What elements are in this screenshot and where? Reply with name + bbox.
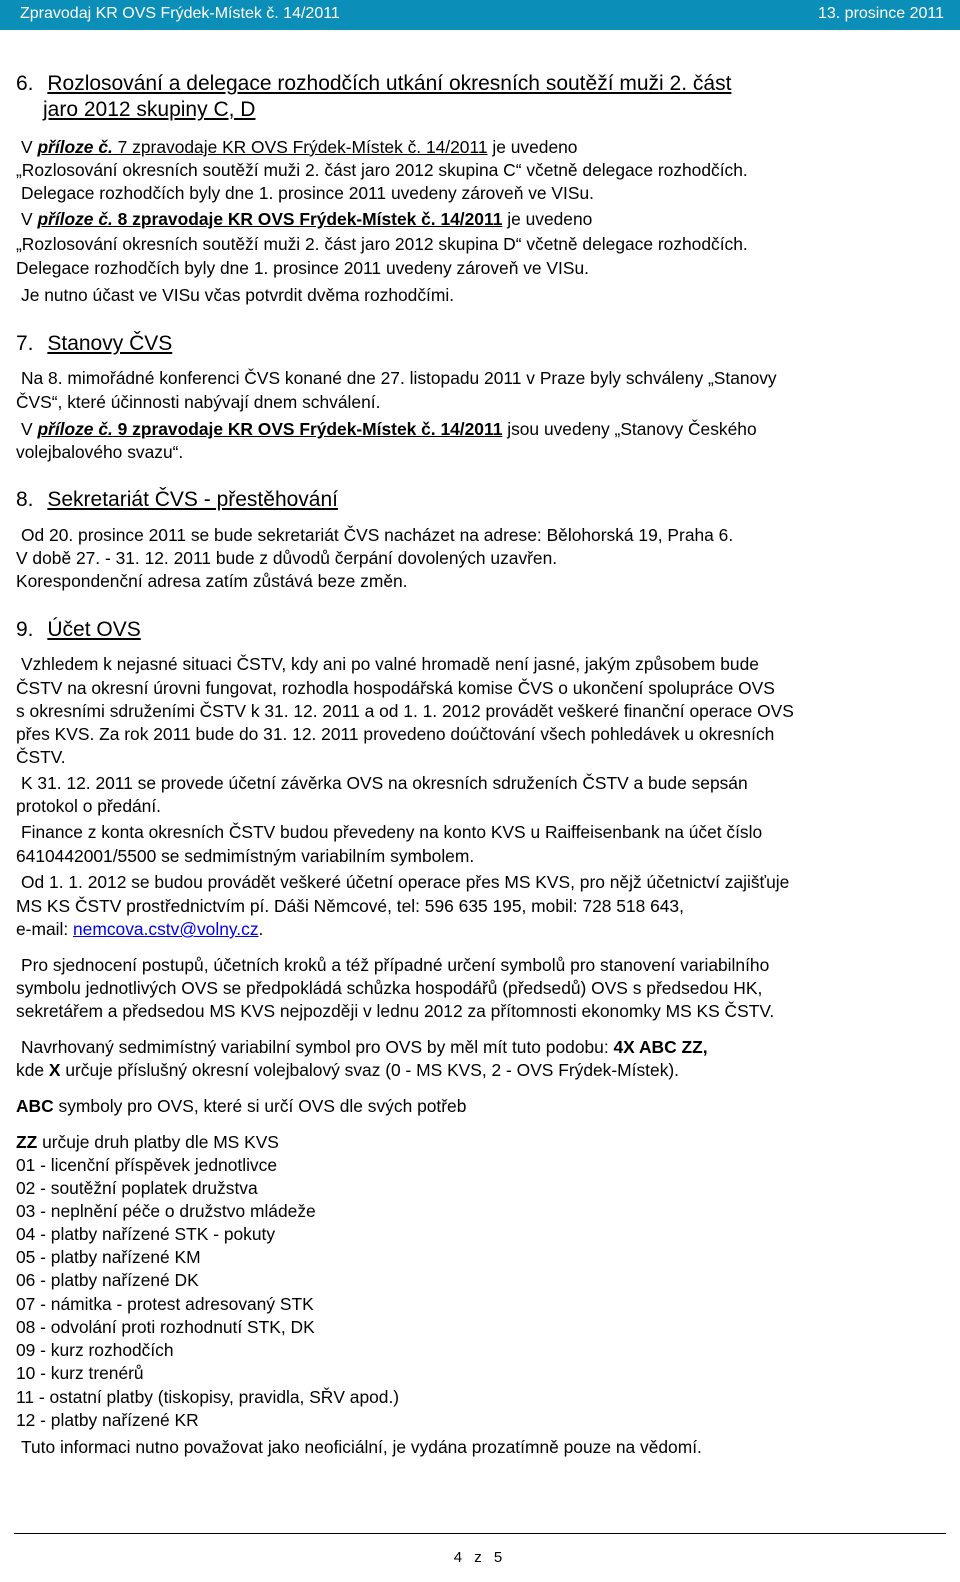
section-6-number: 6. bbox=[16, 72, 34, 95]
text: jsou uvedeny „Stanovy Českého bbox=[502, 419, 757, 439]
section-6-title-line2 bbox=[43, 97, 255, 123]
section-9-p1-line: ČSTV na okresní úrovni fungovat, rozhodla hospodářská komise ČVS o ukončení spolupráce OVS bbox=[16, 678, 775, 698]
section-6-p3: Je nutno účast ve VISu včas potvrdit dvěma rozhodčími. bbox=[21, 285, 455, 305]
section-7-title: Stanovy ČVS bbox=[47, 332, 173, 355]
symbol-abc: ABC bbox=[16, 1096, 54, 1116]
section-9-p6-line1 bbox=[21, 1036, 708, 1059]
section-9-zz-line bbox=[16, 1131, 279, 1154]
ref-text: 8 zpravodaje KR OVS Frýdek-Místek č. 14/2011 bbox=[112, 209, 503, 229]
section-9-p6-line2 bbox=[16, 1059, 679, 1082]
section-9-p5-line: Pro sjednocení postupů, účetních kroků a též případné určení symbolů pro stanovení variabilního bbox=[21, 955, 770, 975]
text: V bbox=[21, 419, 38, 439]
section-9-p1-line: přes KVS. Za rok 2011 bude do 31. 12. 2011 provedeno doúčtování všech pohledávek u okresních bbox=[16, 724, 775, 744]
section-6-p2-line3: Delegace rozhodčích byly dne 1. prosince 2011 uvedeny zároveň ve VISu. bbox=[16, 258, 589, 278]
list-item: 03 - neplnění péče o družstvo mládeže bbox=[16, 1201, 316, 1221]
section-9-p2-line: K 31. 12. 2011 se provede účetní závěrka OVS na okresních sdruženích ČSTV a bude sepsán bbox=[21, 773, 748, 793]
section-7-number: 7. bbox=[16, 332, 34, 355]
symbol-zz: ZZ bbox=[16, 1132, 38, 1152]
section-9-p5-line: sekretářem a předsedou MS KVS nejpozději v lednu 2012 za přítomnosti ekonomky MS KS ČSTV. bbox=[16, 1001, 775, 1021]
section-6-p2-line1 bbox=[21, 208, 592, 231]
section-9-title: Účet OVS bbox=[47, 618, 141, 641]
list-item: 10 - kurz trenérů bbox=[16, 1363, 144, 1383]
list-item: 01 - licenční příspěvek jednotlivce bbox=[16, 1155, 277, 1175]
section-8-line1: Od 20. prosince 2011 se bude sekretariát ČVS nacházet na adrese: Bělohorská 19, Praha 6. bbox=[21, 525, 734, 545]
section-9-p5-line: symbolu jednotlivých OVS se předpokládá schůzka hospodářů (předsedů) OVS s předsedou HK, bbox=[16, 978, 763, 998]
section-9-p3-line: 6410442001/5500 se sedmimístným variabilním symbolem. bbox=[16, 846, 475, 866]
text: . bbox=[258, 919, 264, 939]
section-7-line3 bbox=[21, 418, 757, 441]
section-6-p1-line3: Delegace rozhodčích byly dne 1. prosince 2011 uvedeny zároveň ve VISu. bbox=[21, 183, 594, 203]
section-9-p2-line: protokol o předání. bbox=[16, 796, 162, 816]
section-9-p4-email-line bbox=[16, 918, 263, 941]
list-item: 06 - platby nařízené DK bbox=[16, 1270, 199, 1290]
header-title: Zpravodaj KR OVS Frýdek-Místek č. 14/2011 bbox=[20, 5, 340, 22]
text: symboly pro OVS, které si určí OVS dle svých potřeb bbox=[53, 1096, 467, 1116]
section-8-line2: V době 27. - 31. 12. 2011 bude z důvodů čerpání dovolených uzavřen. bbox=[16, 548, 558, 568]
section-8-heading bbox=[16, 487, 338, 513]
ref-text: 9 zpravodaje KR OVS Frýdek-Místek č. 14/2011 bbox=[112, 419, 503, 439]
text: je uvedeno bbox=[502, 209, 593, 229]
list-item: 09 - kurz rozhodčích bbox=[16, 1340, 174, 1360]
section-6-p1-line1 bbox=[21, 136, 577, 159]
section-9-note: Tuto informaci nutno považovat jako neoficiální, je vydána prozatímně pouze na vědomí. bbox=[21, 1437, 702, 1457]
section-9-number: 9. bbox=[16, 618, 34, 641]
text: určuje příslušný okresní volejbalový svaz (0 - MS KVS, 2 - OVS Frýdek-Místek). bbox=[60, 1060, 680, 1080]
section-6-title-line1: Rozlosování a delegace rozhodčích utkání okresních soutěží muži 2. část bbox=[47, 72, 732, 95]
section-9-p1-line: Vzhledem k nejasné situaci ČSTV, kdy ani po valné hromadě není jasné, jakým způsobem bude bbox=[21, 654, 759, 674]
text: určuje druh platby dle MS KVS bbox=[37, 1132, 279, 1152]
section-8-number: 8. bbox=[16, 488, 34, 511]
text: kde bbox=[16, 1060, 49, 1080]
section-9-abc-line bbox=[16, 1095, 466, 1118]
section-9-heading bbox=[16, 617, 141, 643]
list-item: 12 - platby nařízené KR bbox=[16, 1410, 199, 1430]
list-item: 02 - soutěžní poplatek družstva bbox=[16, 1178, 258, 1198]
section-6-p1-line2: „Rozlosování okresních soutěží muži 2. část jaro 2012 skupina C“ včetně delegace rozhodčích. bbox=[16, 160, 748, 180]
section-7-line2: ČVS“, které účinnosti nabývají dnem schválení. bbox=[16, 392, 381, 412]
ref-italic: příloze č. bbox=[37, 209, 113, 229]
text: e-mail: bbox=[16, 919, 74, 939]
text: Navrhovaný sedmimístný variabilní symbol pro OVS by měl mít tuto podobu: bbox=[21, 1037, 614, 1057]
list-item: 05 - platby nařízené KM bbox=[16, 1247, 201, 1267]
section-6-title-line2-text: jaro 2012 skupiny C, D bbox=[43, 98, 256, 121]
section-8-line3: Korespondenční adresa zatím zůstává beze změn. bbox=[16, 571, 408, 591]
section-7-line4: volejbalového svazu“. bbox=[16, 442, 184, 462]
text: je uvedeno bbox=[487, 137, 578, 157]
section-9-p1-line: ČSTV. bbox=[16, 747, 66, 767]
text: V bbox=[21, 137, 38, 157]
section-9-p3-line: Finance z konta okresních ČSTV budou převedeny na konto KVS u Raiffeisenbank na účet číslo bbox=[21, 822, 763, 842]
symbol-format: 4X ABC ZZ, bbox=[613, 1037, 708, 1057]
footer-divider bbox=[14, 1533, 946, 1534]
symbol-x: X bbox=[48, 1060, 61, 1080]
ref-italic: příloze č. bbox=[37, 137, 113, 157]
section-6-p2-line2: „Rozlosování okresních soutěží muži 2. část jaro 2012 skupina D“ včetně delegace rozhodčích. bbox=[16, 234, 748, 254]
section-6-heading bbox=[16, 71, 731, 97]
page-number: 4 z 5 bbox=[453, 1549, 507, 1566]
list-item: 04 - platby nařízené STK - pokuty bbox=[16, 1224, 276, 1244]
list-item: 07 - námitka - protest adresovaný STK bbox=[16, 1294, 314, 1314]
section-7-line1: Na 8. mimořádné konferenci ČVS konané dne 27. listopadu 2011 v Praze byly schváleny „Stanovy bbox=[21, 368, 777, 388]
ref-text: 7 zpravodaje KR OVS Frýdek-Místek č. 14/2011 bbox=[112, 137, 488, 157]
document-header bbox=[0, 0, 960, 30]
section-9-p4-line: Od 1. 1. 2012 se budou provádět veškeré účetní operace přes MS KVS, pro nějž účetnictví zajišťuje bbox=[21, 872, 790, 892]
email-link[interactable]: nemcova.cstv@volny.cz bbox=[73, 919, 259, 939]
section-8-title: Sekretariát ČVS - přestěhování bbox=[47, 488, 338, 511]
section-9-p4-line: MS KS ČSTV prostřednictvím pí. Dáši Němcové, tel: 596 635 195, mobil: 728 518 643, bbox=[16, 896, 684, 916]
list-item: 11 - ostatní platby (tiskopisy, pravidla, SŘV apod.) bbox=[16, 1387, 400, 1407]
header-date: 13. prosince 2011 bbox=[817, 5, 944, 22]
section-9-p1-line: s okresními sdruženími ČSTV k 31. 12. 2011 a od 1. 1. 2012 provádět veškeré finanční operace OVS bbox=[16, 701, 794, 721]
text: V bbox=[21, 209, 38, 229]
ref-italic: příloze č. bbox=[37, 419, 113, 439]
list-item: 08 - odvolání proti rozhodnutí STK, DK bbox=[16, 1317, 315, 1337]
section-7-heading bbox=[16, 331, 172, 357]
